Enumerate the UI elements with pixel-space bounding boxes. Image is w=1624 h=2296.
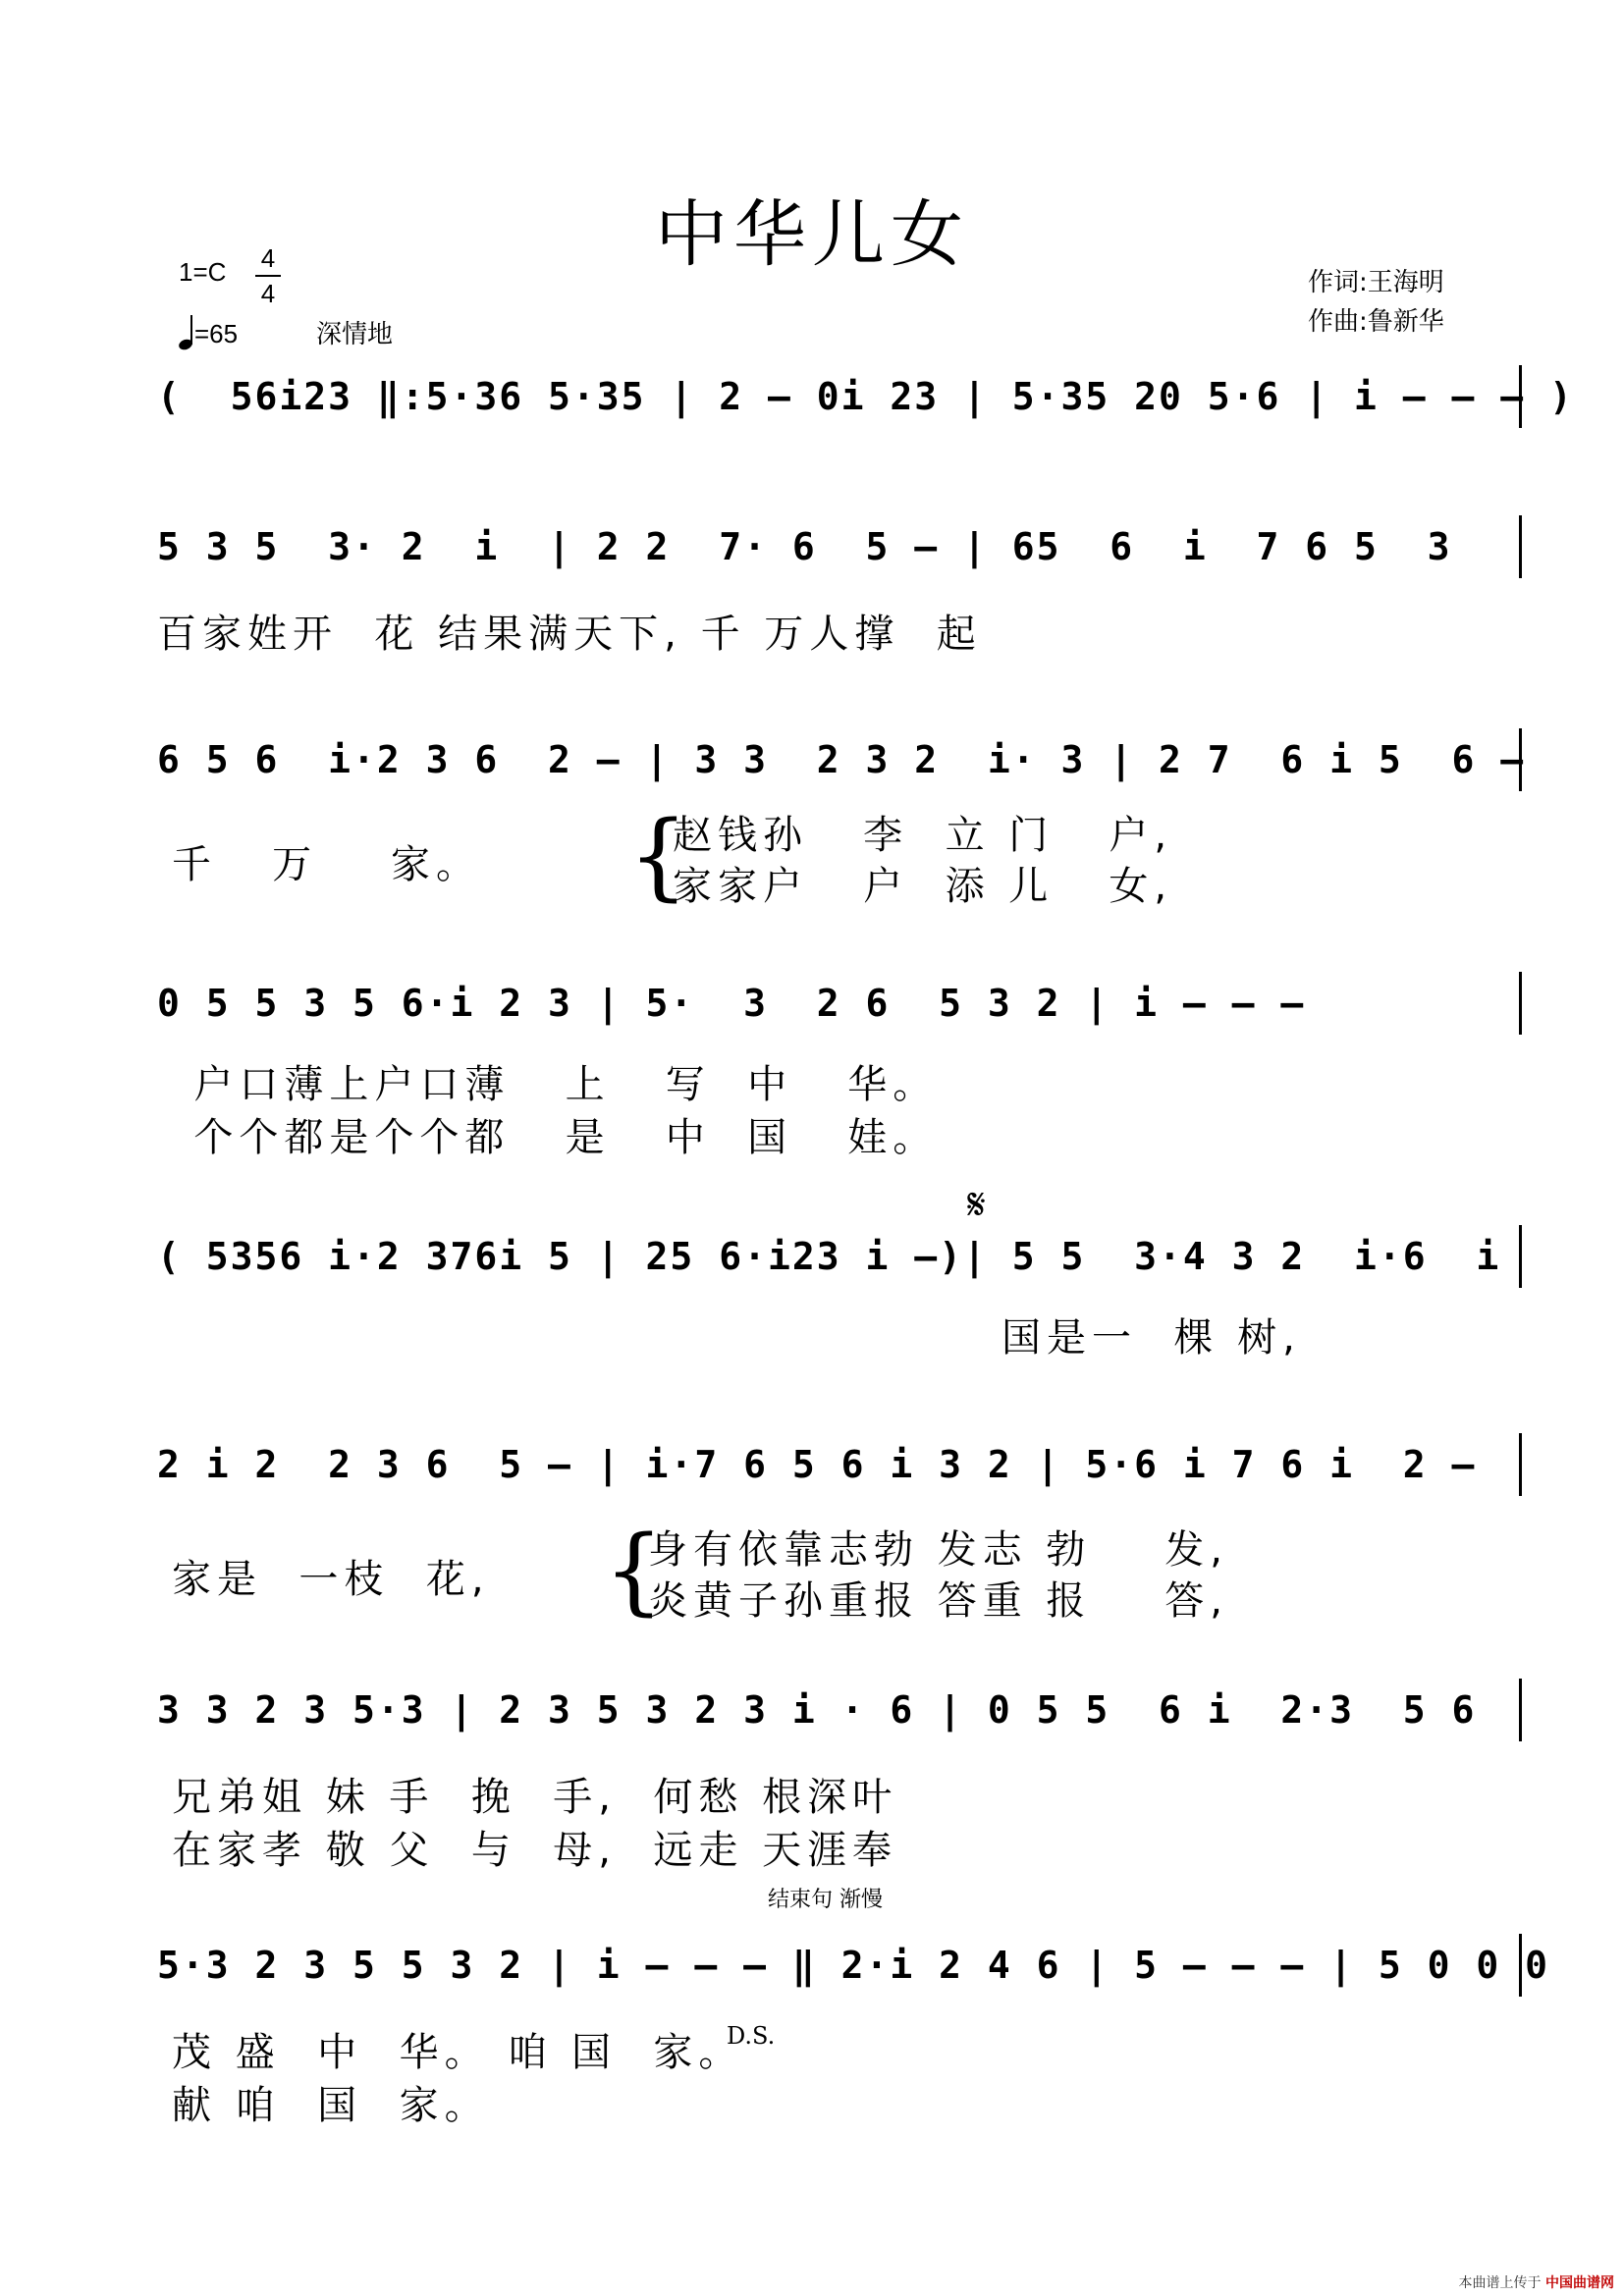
time-sig-numerator: 4	[260, 243, 276, 273]
lyric-line-verse-2: 个个都是个个都 是 中 国 娃。	[157, 1115, 939, 1160]
lyric-line: 国是一 棵 树,	[1001, 1315, 1301, 1361]
staff-system	[157, 972, 1522, 1164]
lyric-line: 千 万 家。	[172, 842, 482, 887]
lyric-line-verse-2: 献 咱 国 家。	[172, 2083, 490, 2128]
footer-text: 本曲谱上传于	[1458, 2275, 1542, 2291]
staff-system	[157, 515, 1522, 661]
time-sig-denominator: 4	[255, 275, 281, 310]
notation-line: 5 3 5 3· 2 i | 2 2 7· 6 5 – | 65 6 i 7 6 5 3	[157, 515, 1522, 578]
quarter-note-icon	[179, 316, 192, 349]
lyric-line-verse-1: 兄弟姐 妹 手 挽 手, 何愁 根深叶	[172, 1775, 898, 1820]
page-title: 中华儿女	[655, 192, 969, 277]
lyricist: 作词:王海明	[1308, 268, 1444, 297]
verse-brace: {	[604, 1516, 665, 1626]
lyric-line-verse-2: 在家孝 敬 父 与 母, 远走 天涯奉	[172, 1828, 898, 1873]
time-signature	[255, 241, 281, 310]
lyric-line: 百家姓开 花 结果满天下, 千 万人撑 起	[157, 612, 982, 657]
lyric-line-verse-1: 身有依靠志勃 发志 勃 发,	[648, 1527, 1229, 1573]
lyric-block	[157, 1518, 1522, 1635]
composer: 作曲:鲁新华	[1308, 307, 1444, 337]
staff-system-intro	[157, 365, 1574, 428]
lyric-line-verse-2: 炎黄子孙重报 答重 报 答,	[648, 1578, 1229, 1624]
lyric-line-verse-1: 户口薄上户口薄 上 写 中 华。	[157, 1062, 939, 1107]
lyric-block	[157, 801, 1522, 927]
staff-system	[157, 1679, 1522, 1877]
notation-line: 0 5 5 3 5 6·i 2 3 | 5· 3 2 6 5 3 2 | i – – –	[157, 972, 1522, 1035]
lyric-line-verse-1: 茂 盛 中 华。 咱 国 家。	[172, 2030, 744, 2075]
staff-system	[157, 1934, 1550, 2132]
notation-line: 2 i 2 2 3 6 5 – | i·7 6 5 6 i 3 2 | 5·6 i 7 6 i 2 –	[157, 1433, 1522, 1496]
notation-line: 3 3 2 3 5·3 | 2 3 5 3 2 3 i · 6 | 0 5 5 6 i 2·3 5 6	[157, 1679, 1522, 1741]
staff-system	[157, 1225, 1522, 1364]
lyric-line: 家是 一枝 花,	[172, 1557, 490, 1602]
staff-system	[157, 1433, 1522, 1635]
verse-brace: {	[628, 801, 689, 911]
tempo-marking	[179, 316, 238, 349]
footer-watermark	[1459, 2272, 1614, 2292]
expression-marking: 深情地	[316, 320, 394, 349]
key-signature: 1=C	[179, 257, 227, 287]
site-logo: 中国曲谱网	[1545, 2275, 1614, 2291]
lyric-line-verse-1: 赵钱孙 李 立 门 户,	[673, 813, 1173, 858]
notation-line: 5·3 2 3 5 5 3 2 | i – – – ‖ 2·i 2 4 6 | 5 – – – | 5 0 0 0	[157, 1934, 1522, 1997]
notation-line: ( 56i23 ‖:5·36 5·35 | 2 – 0i 23 | 5·35 20 5·6 | i – – – )	[157, 365, 1522, 428]
credits	[1308, 263, 1444, 342]
segno-mark: 𝄋	[967, 1180, 986, 1230]
notation-line: ( 5356 i·2 376i 5 | 25 6·i23 i –)| 5 5 3·4 3 2 i·6 i	[157, 1225, 1522, 1288]
staff-system	[157, 728, 1526, 927]
lyric-line-verse-2: 家家户 户 添 儿 女,	[673, 864, 1173, 909]
notation-line: 6 5 6 i·2 3 6 2 – | 3 3 2 3 2 i· 3 | 2 7 6 i 5 6 –	[157, 728, 1522, 791]
dal-segno-mark: D.S.	[727, 2022, 776, 2050]
tempo-value: =65	[194, 319, 239, 348]
ending-instruction: 结束句 渐慢	[768, 1888, 883, 1912]
